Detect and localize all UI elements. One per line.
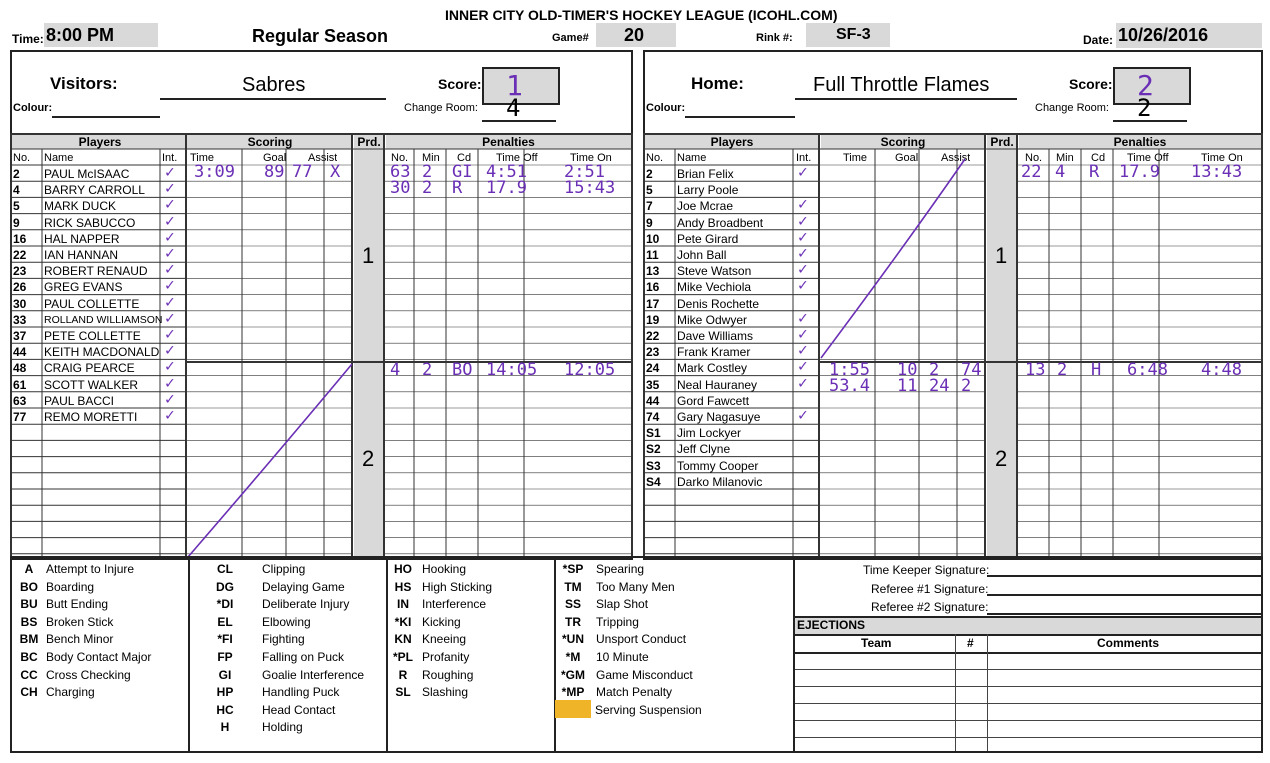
check-mark-icon: ✓	[165, 275, 175, 295]
goal-assist-2: 74	[961, 360, 982, 380]
visitors-score-label: Score:	[438, 76, 482, 92]
col-goal: Goal	[263, 152, 287, 164]
penalty-code-description: High Sticking	[422, 579, 493, 594]
visitors-prd-header: Prd.	[357, 135, 381, 149]
penalty-code-description: Kneeing	[422, 632, 467, 647]
penalty-code-description: Head Contact	[262, 702, 336, 717]
col-time-on: Time On	[570, 152, 612, 164]
penalty-code-abbrev: FP	[217, 650, 233, 664]
penalty-time-off: 17.9	[486, 178, 527, 199]
player-name: BARRY CARROLL	[44, 183, 145, 198]
penalty-player: 63	[390, 162, 411, 182]
player-number: 10	[646, 231, 660, 246]
col-int: Int.	[796, 152, 812, 164]
penalty-code-description: Deliberate Injury	[262, 597, 350, 612]
check-mark-icon: ✓	[798, 226, 808, 246]
col-pen-no: No.	[391, 152, 409, 164]
ejections-comments-header: Comments	[1097, 636, 1160, 650]
check-mark-icon: ✓	[798, 405, 808, 424]
check-mark-icon: ✓	[165, 307, 175, 327]
col-assist: Assist	[308, 152, 338, 164]
penalty-code-description: Delaying Game	[262, 579, 345, 594]
season-label: Regular Season	[252, 26, 389, 46]
player-number: 22	[646, 329, 660, 343]
penalty-time-off: 4:51	[486, 162, 527, 182]
player-number: 74	[646, 410, 660, 424]
visitors-label: Visitors:	[50, 74, 118, 93]
player-number: 35	[646, 377, 660, 392]
goal-assist-1: 2	[929, 360, 940, 380]
player-number: 16	[13, 231, 27, 246]
player-name: Jim Lockyer	[677, 426, 742, 441]
home-room-label: Change Room:	[1035, 102, 1109, 114]
check-mark-icon: ✓	[798, 194, 808, 214]
penalty-code: H	[1091, 360, 1102, 380]
player-number: 2	[13, 167, 20, 181]
check-mark-icon: ✓	[798, 210, 808, 230]
player-number: 33	[13, 312, 27, 327]
check-mark-icon: ✓	[798, 162, 808, 181]
player-number: 23	[13, 264, 27, 279]
penalty-code-abbrev: DG	[216, 579, 234, 594]
player-number: 63	[13, 393, 27, 408]
col-no: No.	[646, 152, 664, 164]
check-mark-icon: ✓	[798, 372, 808, 392]
rink-label: Rink #:	[756, 32, 793, 44]
check-mark-icon: ✓	[165, 388, 175, 408]
ref1-label: Referee #1 Signature:	[871, 582, 989, 596]
penalty-code-abbrev: A	[24, 562, 34, 576]
col-time: Time	[843, 152, 868, 164]
visitors-room: 4	[506, 94, 521, 122]
player-number: S4	[646, 474, 661, 489]
visitors-period-1: 1	[362, 243, 375, 268]
penalty-code-abbrev: H	[220, 720, 230, 735]
col-time-off: Time Off	[496, 152, 538, 164]
penalty-code-abbrev: GI	[218, 667, 232, 682]
player-number: 9	[646, 215, 653, 230]
player-name: Neal Hauraney	[677, 377, 758, 392]
home-colour-label: Colour:	[646, 102, 686, 114]
col-name: Name	[677, 152, 707, 164]
penalty-player: 4	[390, 360, 401, 380]
goal-assist-2: X	[330, 162, 341, 182]
time-label: Time:	[12, 32, 44, 46]
visitors-grid	[10, 133, 633, 560]
penalty-code-description: Too Many Men	[596, 579, 675, 594]
col-cd: Cd	[1091, 152, 1106, 164]
player-number: 7	[646, 199, 653, 214]
player-name: Tommy Cooper	[677, 458, 759, 473]
visitors-penalties-header: Penalties	[482, 135, 535, 149]
col-cd: Cd	[457, 152, 472, 164]
check-mark-icon: ✓	[165, 291, 175, 311]
visitors-score: 1	[506, 69, 523, 102]
player-name: Gord Fawcett	[677, 393, 750, 408]
player-name: HAL NAPPER	[44, 231, 120, 246]
home-label: Home:	[691, 74, 744, 93]
player-number: 23	[646, 345, 660, 360]
game-field[interactable]	[596, 23, 676, 47]
player-name: CRAIG PEARCE	[44, 361, 135, 376]
player-number: 22	[13, 248, 27, 262]
check-mark-icon: ✓	[165, 324, 175, 343]
void-strike-line	[188, 364, 352, 557]
check-mark-icon: ✓	[798, 307, 808, 327]
penalty-code-abbrev: *PL	[392, 650, 413, 664]
check-mark-icon: ✓	[165, 226, 175, 246]
player-number: 13	[646, 264, 660, 279]
col-name: Name	[44, 152, 74, 164]
penalty-code-abbrev: SS	[564, 597, 581, 612]
penalty-minutes: 2	[422, 360, 433, 380]
penalty-time-off: 14:05	[486, 360, 538, 380]
visitors-period-2: 2	[362, 446, 375, 471]
player-number: 37	[13, 329, 27, 343]
col-pen-no: No.	[1025, 152, 1043, 164]
date-value: 10/26/2016	[1118, 25, 1209, 45]
goal-scorer: 11	[897, 376, 918, 397]
check-mark-icon: ✓	[165, 210, 175, 230]
player-name: Joe Mcrae	[677, 199, 734, 214]
player-name: Frank Kramer	[677, 345, 751, 360]
player-name: RICK SABUCCO	[44, 215, 136, 230]
visitors-players-header: Players	[78, 135, 122, 149]
player-name: ROBERT RENAUD	[44, 264, 148, 279]
penalty-code-abbrev: *FI	[217, 632, 233, 647]
penalty-code-description: Broken Stick	[46, 614, 114, 629]
goal-assist-2: 2	[961, 376, 972, 397]
penalty-code-abbrev: HO	[394, 562, 412, 576]
player-number: 9	[13, 215, 20, 230]
player-number: 4	[13, 183, 20, 198]
penalty-code-description: Bench Minor	[46, 632, 114, 647]
penalty-time-on: 13:43	[1191, 162, 1243, 182]
penalty-code-description: Roughing	[422, 667, 474, 682]
goal-scorer: 10	[897, 360, 918, 380]
penalty-time-on: 15:43	[564, 178, 616, 199]
check-mark-icon: ✓	[798, 356, 808, 376]
player-name: KEITH MACDONALD	[44, 345, 160, 360]
check-mark-icon: ✓	[165, 162, 175, 181]
player-name: Gary Nagasuye	[677, 410, 761, 424]
penalty-code-abbrev: *KI	[394, 614, 412, 629]
player-name: Pete Girard	[677, 231, 739, 246]
check-mark-icon: ✓	[165, 340, 175, 360]
penalty-code: BO	[452, 360, 473, 380]
player-number: 77	[13, 410, 27, 424]
penalty-time-on: 2:51	[564, 162, 605, 182]
visitors-score-box[interactable]	[482, 67, 560, 105]
visitors-room-label: Change Room:	[404, 102, 478, 114]
penalty-code-abbrev: TM	[564, 579, 582, 594]
col-min: Min	[422, 152, 440, 164]
penalty-code-abbrev: *SP	[562, 562, 584, 576]
penalty-code-description: Falling on Puck	[262, 650, 345, 664]
penalty-code-abbrev: BU	[20, 597, 38, 612]
player-name: MARK DUCK	[44, 199, 117, 214]
penalty-code-description: Game Misconduct	[596, 667, 693, 682]
check-mark-icon: ✓	[798, 324, 808, 343]
home-score-label: Score:	[1069, 76, 1113, 92]
league-title: INNER CITY OLD-TIMER'S HOCKEY LEAGUE (ICOHL.COM)	[445, 7, 838, 23]
penalty-time-on: 4:48	[1201, 360, 1242, 380]
game-label: Game#	[552, 32, 589, 44]
penalty-code-description: Profanity	[422, 650, 470, 664]
penalty-code-description: Elbowing	[262, 614, 311, 629]
home-period-2: 2	[995, 446, 1008, 471]
player-number: 2	[646, 167, 653, 181]
penalty-code-description: Hooking	[422, 562, 467, 576]
penalty-code-abbrev: *DI	[216, 597, 234, 612]
goal-scorer: 89	[264, 162, 285, 182]
penalty-code-abbrev: BO	[20, 579, 38, 594]
player-number: 24	[646, 361, 660, 376]
penalty-code-abbrev: *GM	[561, 667, 585, 682]
col-time: Time	[190, 152, 215, 164]
check-mark-icon: ✓	[798, 243, 808, 262]
player-number: 5	[646, 183, 653, 198]
penalty-minutes: 2	[1057, 360, 1068, 380]
col-time-off: Time Off	[1127, 152, 1169, 164]
col-goal: Goal	[895, 152, 919, 164]
penalty-code-description: Holding	[262, 720, 303, 735]
penalty-code-description: Boarding	[46, 579, 95, 594]
player-number: S2	[646, 442, 661, 457]
serving-suspension-label: Serving Suspension	[595, 703, 702, 717]
penalty-minutes: 2	[422, 162, 433, 182]
penalty-time-off: 17.9	[1119, 162, 1160, 182]
date-label: Date:	[1083, 33, 1114, 47]
penalty-code-abbrev: HC	[216, 702, 234, 717]
home-players-header: Players	[710, 135, 754, 149]
player-name: IAN HANNAN	[44, 248, 119, 262]
penalty-code-description: Clipping	[262, 562, 306, 576]
check-mark-icon: ✓	[165, 243, 175, 262]
player-number: 48	[13, 361, 27, 376]
player-number: 44	[13, 345, 27, 360]
penalty-code-abbrev: *MP	[561, 685, 585, 700]
check-mark-icon: ✓	[165, 259, 175, 279]
time-value: 8:00 PM	[46, 25, 115, 45]
goal-time: 53.4	[829, 376, 870, 397]
penalty-code-abbrev: TR	[565, 614, 581, 629]
player-name: Dave Williams	[677, 329, 754, 343]
penalty-code-abbrev: *UN	[561, 632, 584, 647]
penalty-code-description: Kicking	[422, 614, 461, 629]
player-name: Denis Rochette	[677, 296, 760, 311]
penalty-minutes: 4	[1055, 162, 1066, 182]
penalty-legend	[10, 556, 795, 753]
player-number: 11	[646, 248, 659, 262]
visitors-colour-label: Colour:	[13, 102, 53, 114]
player-name: Larry Poole	[677, 183, 739, 198]
penalty-code: R	[452, 178, 463, 199]
penalty-code-abbrev: BS	[20, 614, 38, 629]
player-name: PAUL BACCI	[44, 393, 115, 408]
penalty-code-abbrev: BM	[19, 632, 39, 647]
penalty-code: R	[1089, 162, 1100, 182]
check-mark-icon: ✓	[798, 340, 808, 360]
ejections-number-header: #	[967, 636, 974, 650]
home-prd-header: Prd.	[990, 135, 1014, 149]
player-number: 26	[13, 280, 27, 295]
col-no: No.	[13, 152, 31, 164]
penalty-time-on: 12:05	[564, 360, 616, 380]
rink-value: SF-3	[836, 26, 871, 43]
player-name: Andy Broadbent	[677, 215, 764, 230]
timekeeper-label: Time Keeper Signature:	[863, 563, 990, 577]
check-mark-icon: ✓	[165, 405, 175, 424]
player-number: S3	[646, 458, 661, 473]
player-name: ROLLAND WILLIAMSON	[44, 313, 163, 326]
penalty-code-abbrev: HP	[216, 685, 234, 700]
penalty-code-abbrev: CC	[20, 667, 38, 682]
penalty-code-abbrev: R	[398, 667, 408, 682]
home-grid	[643, 133, 1263, 560]
penalty-code-description: Match Penalty	[596, 685, 673, 700]
home-room: 2	[1137, 94, 1152, 122]
penalty-code-abbrev: CL	[217, 562, 233, 576]
penalty-code-description: Slap Shot	[596, 597, 649, 612]
ejections-heading: EJECTIONS	[797, 618, 866, 632]
player-number: 30	[13, 296, 27, 311]
check-mark-icon: ✓	[165, 178, 175, 198]
penalty-minutes: 2	[422, 178, 433, 199]
penalty-code-description: Spearing	[596, 562, 645, 576]
player-number: 5	[13, 199, 20, 214]
check-mark-icon: ✓	[798, 275, 808, 295]
player-name: Mike Odwyer	[677, 312, 748, 327]
penalty-code-description: Body Contact Major	[46, 650, 152, 664]
goal-assist-1: 77	[292, 162, 313, 182]
date-field[interactable]	[1116, 23, 1262, 48]
player-number: 19	[646, 312, 660, 327]
penalty-code-description: Unsport Conduct	[596, 632, 687, 647]
penalty-player: 30	[390, 178, 411, 199]
home-score: 2	[1137, 69, 1154, 102]
player-name: SCOTT WALKER	[44, 377, 139, 392]
player-name: Brian Felix	[677, 167, 734, 181]
player-name: GREG EVANS	[44, 280, 123, 295]
player-number: 17	[646, 296, 660, 311]
time-field[interactable]	[44, 23, 158, 47]
check-mark-icon: ✓	[165, 194, 175, 214]
home-scoring-header: Scoring	[880, 135, 926, 149]
player-name: Steve Watson	[677, 264, 752, 279]
penalty-code-description: Goalie Interference	[262, 667, 365, 682]
penalty-code: GI	[452, 162, 473, 182]
penalty-code-description: Fighting	[262, 632, 305, 647]
player-name: Jeff Clyne	[677, 442, 731, 457]
goal-time: 1:55	[829, 360, 870, 380]
home-team: Full Throttle Flames	[813, 74, 990, 96]
penalty-code-description: Cross Checking	[46, 667, 131, 682]
penalty-code-abbrev: *M	[565, 650, 581, 664]
penalty-code-description: Slashing	[422, 685, 469, 700]
home-period-1: 1	[995, 243, 1008, 268]
player-name: PETE COLLETTE	[44, 329, 141, 343]
col-int: Int.	[162, 152, 178, 164]
rink-field[interactable]	[806, 23, 890, 47]
penalty-code-abbrev: CH	[20, 685, 38, 700]
visitors-scoring-header: Scoring	[247, 135, 293, 149]
col-min: Min	[1056, 152, 1074, 164]
player-number: S1	[646, 426, 661, 441]
penalty-code-description: 10 Minute	[596, 650, 649, 664]
penalty-code-abbrev: BC	[20, 650, 38, 664]
penalty-code-abbrev: KN	[394, 632, 412, 647]
player-name: Mark Costley	[677, 361, 748, 376]
col-time-on: Time On	[1201, 152, 1243, 164]
ref2-label: Referee #2 Signature:	[871, 600, 989, 614]
penalty-player: 22	[1021, 162, 1042, 182]
signature-panel	[793, 556, 1263, 753]
penalty-code-description: Attempt to Injure	[46, 562, 135, 576]
goal-time: 3:09	[194, 162, 235, 182]
penalty-code-description: Tripping	[596, 614, 639, 629]
ejections-team-header: Team	[861, 636, 892, 650]
player-name: Darko Milanovic	[677, 474, 763, 489]
player-name: PAUL McISAAC	[44, 167, 130, 181]
player-number: 16	[646, 280, 660, 295]
penalty-code-abbrev: EL	[217, 614, 233, 629]
home-penalties-header: Penalties	[1113, 135, 1167, 149]
player-name: REMO MORETTI	[44, 410, 138, 424]
penalty-code-description: Interference	[422, 597, 487, 612]
visitors-team: Sabres	[242, 74, 306, 96]
check-mark-icon: ✓	[165, 356, 175, 376]
penalty-code-description: Butt Ending	[46, 597, 109, 612]
player-name: John Ball	[677, 248, 727, 262]
player-name: PAUL COLLETTE	[44, 296, 140, 311]
penalty-code-abbrev: SL	[395, 685, 411, 700]
goal-assist-1: 24	[929, 376, 950, 397]
penalty-code-abbrev: IN	[397, 597, 409, 612]
serving-suspension-swatch	[555, 700, 591, 718]
player-number: 61	[13, 377, 27, 392]
void-strike-line	[821, 159, 965, 358]
game-value: 20	[624, 25, 645, 45]
col-assist: Assist	[941, 152, 971, 164]
penalty-code-description: Charging	[46, 685, 95, 700]
penalty-code-description: Handling Puck	[262, 685, 340, 700]
check-mark-icon: ✓	[165, 372, 175, 392]
check-mark-icon: ✓	[798, 259, 808, 279]
penalty-player: 13	[1025, 360, 1046, 380]
player-name: Mike Vechiola	[677, 280, 752, 295]
penalty-code-abbrev: HS	[394, 579, 412, 594]
home-score-box[interactable]	[1113, 67, 1191, 105]
player-number: 44	[646, 393, 660, 408]
penalty-time-off: 6:48	[1127, 360, 1168, 380]
